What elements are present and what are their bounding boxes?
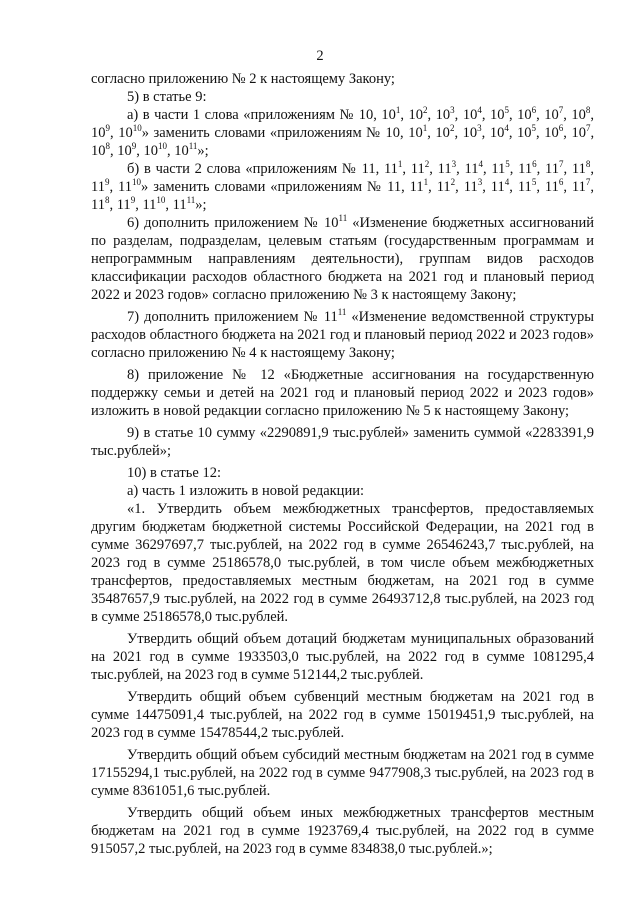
paragraph-p05: 6) дополнить приложением № $10^{11}$ «Изменение бюджетных ассигнований по разделам, подразделам, целевым статьям (государственным программам и непрограммным направлениям деятельности), группам видов расходов классификации расходов областного бюджета на 2021 год и плановый период 2022 и 2023 годов» согласно приложению № 3 к настоящему Закону; <box>91 213 594 303</box>
superscript-index: 9 <box>130 195 136 206</box>
superscript-index: 8 <box>105 141 110 152</box>
paragraph-p14: Утвердить общий объем субсидий местным бюджетам на 2021 год в сумме 17155294,1 тыс.рублей, на 2022 год в сумме 9477908,3 тыс.рублей, на 2023 год в сумме 8361051,6 тыс.рублей. <box>91 747 594 799</box>
superscript-index: 2 <box>424 159 430 170</box>
superscript-index: 7 <box>585 123 591 134</box>
paragraph-p15: Утвердить общий объем иных межбюджетных трансфертов местным бюджетам на 2021 год в сумме 1923769,4 тыс.рублей, на 2022 год в сумме 915057,2 тыс.рублей, на 2023 год в сумме 834838,0 тыс.рублей.»; <box>91 805 594 857</box>
superscript-index: 6 <box>558 123 564 134</box>
paragraph-p06: 7) дополнить приложением № $11^{11}$ «Изменение ведомственной структуры расходов областного бюджета на 2021 год и плановый период 2022 и 2023 годов» согласно приложению № 4 к настоящему Закону; <box>91 307 594 361</box>
paragraph-p10: а) часть 1 изложить в новой редакции: <box>127 483 364 499</box>
superscript-index: 5 <box>531 123 537 134</box>
paragraph-p09: 10) в статье 12: <box>127 465 221 481</box>
superscript-index: 5 <box>505 159 510 170</box>
superscript-index: 4 <box>504 177 510 188</box>
superscript-index: 11 <box>186 195 196 206</box>
superscript-index: 9 <box>104 177 110 188</box>
superscript-index: 11 <box>338 213 348 224</box>
superscript-index: 7 <box>558 159 564 170</box>
superscript-index: 8 <box>585 105 591 116</box>
paragraph-p11: «1. Утвердить объем межбюджетных трансфертов, предоставляемых другим бюджетам бюджетной системы Российской Федерации, на 2021 год в сумме 36297697,7 тыс.рублей, на 2022 год в сумме 26546243,7 тыс.рублей, на 2023 год в сумме 25186578,0 тыс.рублей, в том числе объем межбюджетных трансфертов, предоставляемых местным бюджетам, на 2021 год в сумме 35487657,9 тыс.рублей, на 2022 год в сумме 26493712,8 тыс.рублей, на 2023 год в сумме 25186578,0 тыс.рублей. <box>91 501 594 625</box>
superscript-index: 8 <box>104 195 110 206</box>
superscript-index: 7 <box>558 105 564 116</box>
superscript-index: 8 <box>585 159 591 170</box>
superscript-index: 4 <box>504 123 509 134</box>
superscript-index: 1 <box>422 123 428 134</box>
superscript-index: 2 <box>449 123 455 134</box>
superscript-index: 2 <box>423 105 428 116</box>
superscript-index: 10 <box>156 195 166 206</box>
superscript-index: 6 <box>558 177 564 188</box>
superscript-index: 3 <box>477 123 482 134</box>
superscript-index: 7 <box>585 177 591 188</box>
superscript-index: 3 <box>451 159 457 170</box>
superscript-index: 9 <box>105 123 110 134</box>
page-number: 2 <box>316 48 324 64</box>
superscript-index: 4 <box>478 159 483 170</box>
superscript-index: 1 <box>397 159 403 170</box>
paragraph-p04: б) в части 2 слова «приложениям № 11, $11^1$, $11^2$, $11^3$, $11^4$, $11^5$, $11^6$, $11^7$, $11^8$, $11^9$, $11^{10}$» заменить словами «приложениям № 11, $11^1$, $11^2$, $11^3$, $11^4$, $11^5$, $11^6$, $11^7$, $11^8$, $11^9$, $11^{10}$, $11^{11}$»; <box>91 159 595 213</box>
document-body <box>91 70 594 858</box>
superscript-index: 10 <box>132 123 142 134</box>
superscript-index: 2 <box>450 177 456 188</box>
superscript-index: 6 <box>532 159 537 170</box>
superscript-index: 9 <box>131 141 137 152</box>
superscript-index: 5 <box>531 177 537 188</box>
superscript-index: 6 <box>531 105 537 116</box>
superscript-index: 10 <box>158 141 167 152</box>
superscript-index: 11 <box>337 307 347 318</box>
superscript-index: 3 <box>450 105 455 116</box>
superscript-index: 10 <box>132 177 142 188</box>
superscript-index: 1 <box>423 177 429 188</box>
superscript-index: 5 <box>504 105 509 116</box>
paragraph-p03: а) в части 1 слова «приложениям № 10, $10^1$, $10^2$, $10^3$, $10^4$, $10^5$, $10^6$, $10^7$, $10^8$, $10^9$, $10^{10}$» заменить словами «приложениям № 10, $10^1$, $10^2$, $10^3$, $10^4$, $10^5$, $10^6$, $10^7$, $10^8$, $10^9$, $10^{10}$, $10^{11}$»; <box>91 105 595 159</box>
superscript-index: 3 <box>477 177 483 188</box>
paragraph-p08: 9) в статье 10 сумму «2290891,9 тыс.рублей» заменить суммой «2283391,9 тыс.рублей»; <box>91 425 594 459</box>
paragraph-p01: согласно приложению № 2 к настоящему Закону; <box>91 71 395 87</box>
superscript-index: 1 <box>395 105 401 116</box>
paragraph-p12: Утвердить общий объем дотаций бюджетам муниципальных образований на 2021 год в сумме 1933503,0 тыс.рублей, на 2022 год в сумме 1081295,4 тыс.рублей, на 2023 год в сумме 512144,2 тыс.рублей. <box>91 631 594 683</box>
paragraph-p13: Утвердить общий объем субвенций местным бюджетам на 2021 год в сумме 14475091,4 тыс.рублей, на 2022 год в сумме 15019451,9 тыс.рублей, на 2023 год в сумме 15478544,2 тыс.рублей. <box>91 689 594 741</box>
superscript-index: 4 <box>477 105 482 116</box>
superscript-index: 11 <box>188 141 198 152</box>
paragraph-p07: 8) приложение № 12 «Бюджетные ассигнования на государственную поддержку семьи и детей на 2021 год и плановый период 2022 и 2023 годов» изложить в новой редакции согласно приложению № 5 к настоящему Закону; <box>91 367 594 419</box>
paragraph-p02: 5) в статье 9: <box>127 89 207 105</box>
